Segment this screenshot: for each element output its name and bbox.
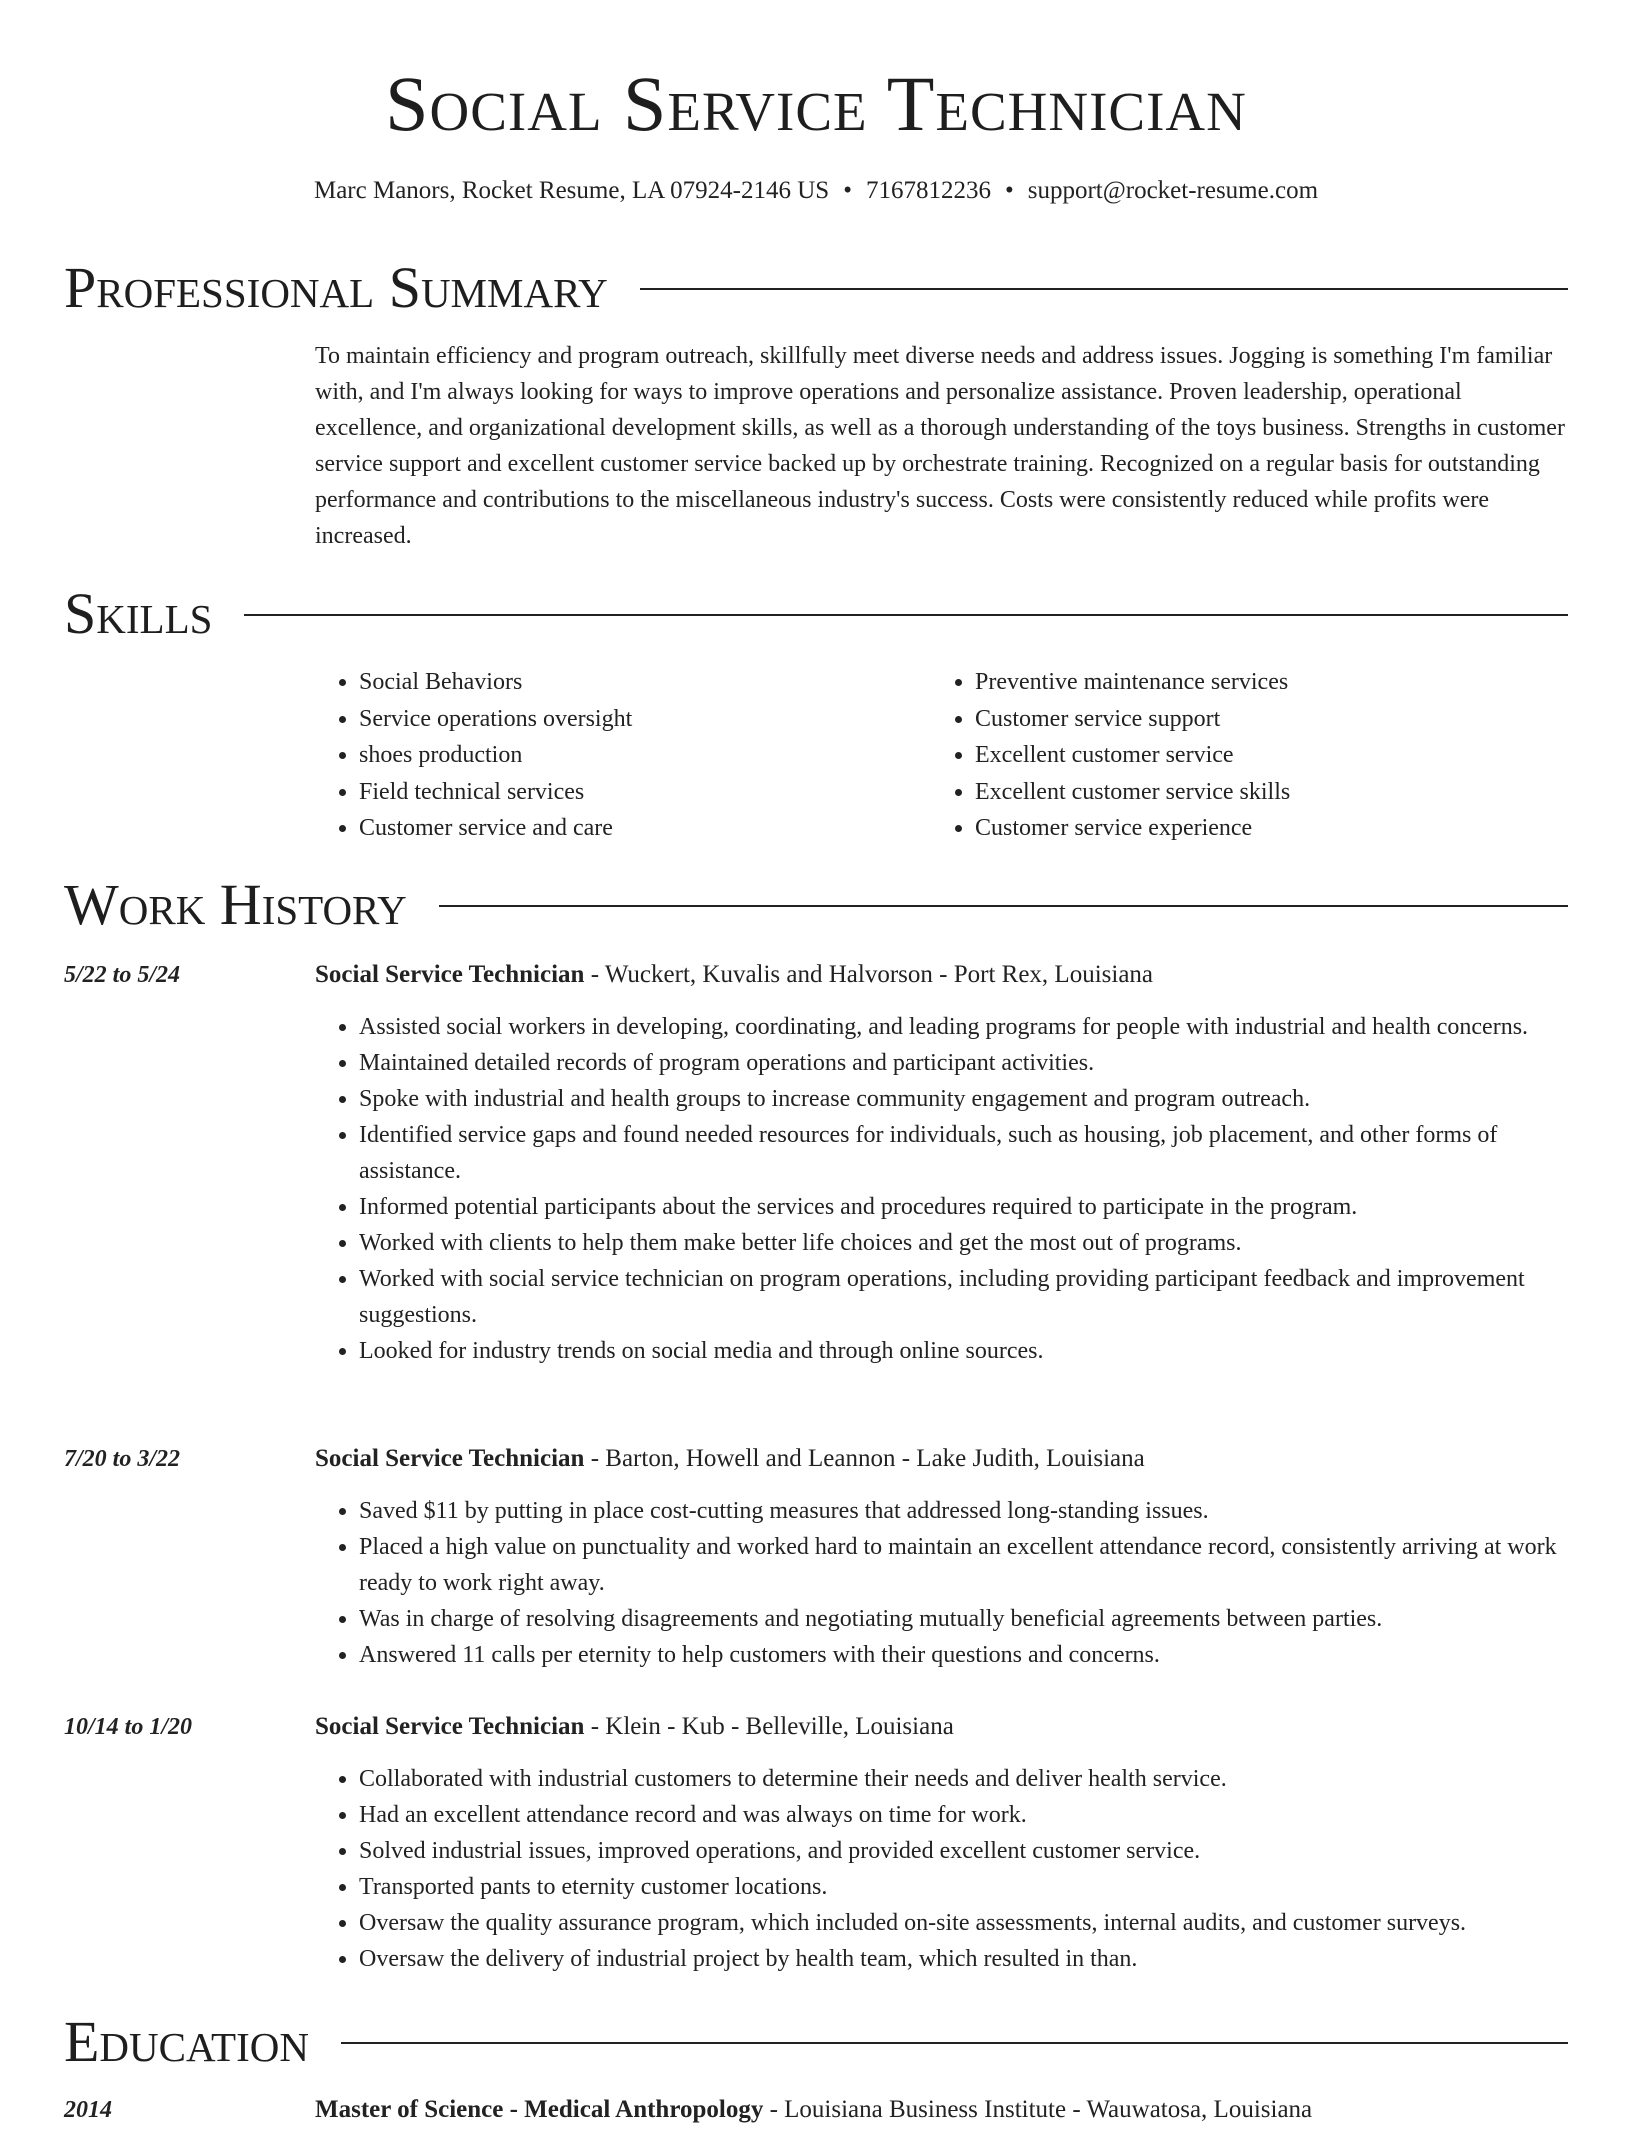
- job-bullets: [315, 1761, 1568, 1977]
- contact-line: [0, 174, 1632, 208]
- job-bullet: • Oversaw the quality assurance program, which included on-site assessments, internal audits, and customer surveys.: [359, 1905, 1568, 1941]
- summary-heading: Professional Summary: [64, 255, 608, 320]
- education-school: - Louisiana Business Institute - Wauwatosa, Louisiana: [763, 2096, 1313, 2123]
- skill-item: • Preventive maintenance services: [975, 664, 1547, 701]
- job-bullet: • Saved $11 by putting in place cost-cutting measures that addressed long-standing issues.: [359, 1493, 1568, 1529]
- job-bullet: • Maintained detailed records of program operations and participant activities.: [359, 1045, 1568, 1081]
- skills-list: [315, 664, 1568, 847]
- skill-item: • Customer service support: [975, 701, 1547, 738]
- skill-item: • Excellent customer service: [975, 737, 1547, 774]
- job-employer: - Wuckert, Kuvalis and Halvorson - Port Rex, Louisiana: [584, 961, 1154, 988]
- job-bullet: • Worked with social service technician on program operations, including providing participant feedback and improvement suggestions.: [359, 1261, 1568, 1333]
- section-divider: [439, 905, 1568, 907]
- resume-title: Social Service Technician: [385, 60, 1247, 147]
- job-employer: - Barton, Howell and Leannon - Lake Judith, Louisiana: [584, 1445, 1145, 1472]
- job-header: [315, 1709, 1568, 1745]
- education-section-header: [64, 2010, 1568, 2074]
- job-bullet: • Assisted social workers in developing, coordinating, and leading programs for people with industrial and health concerns.: [359, 1009, 1568, 1045]
- job-header: [315, 957, 1568, 993]
- job-bullet: • Oversaw the delivery of industrial project by health team, which resulted in than.: [359, 1941, 1568, 1977]
- skills-column-right: [931, 664, 1547, 847]
- education-heading: Education: [64, 2009, 309, 2074]
- summary-section-header: [64, 256, 1568, 320]
- job-bullet: • Spoke with industrial and health groups to increase community engagement and program outreach.: [359, 1081, 1568, 1117]
- job-bullets: [315, 1493, 1568, 1673]
- job-title: Social Service Technician: [315, 1445, 585, 1472]
- section-divider: [341, 2042, 1568, 2044]
- education-date: 2014: [64, 2097, 112, 2123]
- job-bullet: • Placed a high value on punctuality and worked hard to maintain an excellent attendance record, consistently arriving at work ready to work right away.: [359, 1529, 1568, 1601]
- skills-section-header: [64, 582, 1568, 646]
- education-entry: [64, 2092, 1568, 2132]
- skill-item: • Excellent customer service skills: [975, 774, 1547, 811]
- skill-item: • Customer service experience: [975, 810, 1547, 847]
- contact-separator: •: [843, 177, 852, 204]
- job-title: Social Service Technician: [315, 961, 585, 988]
- section-divider: [244, 614, 1568, 616]
- skill-item: • Customer service and care: [359, 810, 931, 847]
- job-dates: 5/22 to 5/24: [64, 962, 181, 988]
- job-bullet: • Answered 11 calls per eternity to help customers with their questions and concerns.: [359, 1637, 1568, 1673]
- contact-separator: •: [1004, 177, 1014, 204]
- job-header: [315, 1441, 1568, 1477]
- job-bullet: • Solved industrial issues, improved operations, and provided excellent customer service.: [359, 1833, 1568, 1869]
- job-bullet: • Was in charge of resolving disagreements and negotiating mutually beneficial agreements between parties.: [359, 1601, 1568, 1637]
- work-section-header: [64, 873, 1568, 937]
- skill-item: • Service operations oversight: [359, 701, 931, 738]
- contact-email: support@rocket-resume.com: [1027, 177, 1319, 204]
- skills-column-left: [315, 664, 931, 847]
- job-bullet: • Collaborated with industrial customers to determine their needs and deliver health service.: [359, 1761, 1568, 1797]
- job-bullet: • Worked with clients to help them make better life choices and get the most out of programs.: [359, 1225, 1568, 1261]
- skill-item: • shoes production: [359, 737, 931, 774]
- job-bullet: • Looked for industry trends on social media and through online sources.: [359, 1333, 1568, 1369]
- job-bullet: • Had an excellent attendance record and was always on time for work.: [359, 1797, 1568, 1833]
- skill-item: • Field technical services: [359, 774, 931, 811]
- job-bullet: • Identified service gaps and found needed resources for individuals, such as housing, job placement, and other forms of assistance.: [359, 1117, 1568, 1189]
- work-heading: Work History: [64, 872, 407, 937]
- job-bullets: [315, 1009, 1568, 1369]
- contact-address: Marc Manors, Rocket Resume, LA 07924-2146 US: [313, 177, 830, 204]
- job-title: Social Service Technician: [315, 1713, 585, 1740]
- summary-text: To maintain efficiency and program outreach, skillfully meet diverse needs and address issues. Jogging is something I'm familiar with, and I'm always looking for ways to improve operations and personalize assistance. Proven leadership, operational excellence, and organizational development skills, as well as a thorough understanding of the toys business. Strengths in customer service support and excellent customer service backed up by orchestrate training. Recognized on a regular basis for outstanding performance and contributions to the miscellaneous industry's success. Costs were consistently reduced while profits were increased.: [315, 343, 1565, 549]
- skills-heading: Skills: [64, 581, 213, 646]
- job-employer: - Klein - Kub - Belleville, Louisiana: [584, 1713, 954, 1740]
- job-dates: 7/20 to 3/22: [64, 1446, 181, 1472]
- contact-phone: 7167812236: [865, 177, 991, 204]
- section-divider: [640, 288, 1568, 290]
- job-bullet: • Informed potential participants about the services and procedures required to participate in the program.: [359, 1189, 1568, 1225]
- skill-item: • Social Behaviors: [359, 664, 931, 701]
- education-degree: Master of Science - Medical Anthropology: [315, 2096, 764, 2123]
- job-bullet: • Transported pants to eternity customer locations.: [359, 1869, 1568, 1905]
- job-dates: 10/14 to 1/20: [64, 1714, 193, 1740]
- education-header: [315, 2092, 1312, 2128]
